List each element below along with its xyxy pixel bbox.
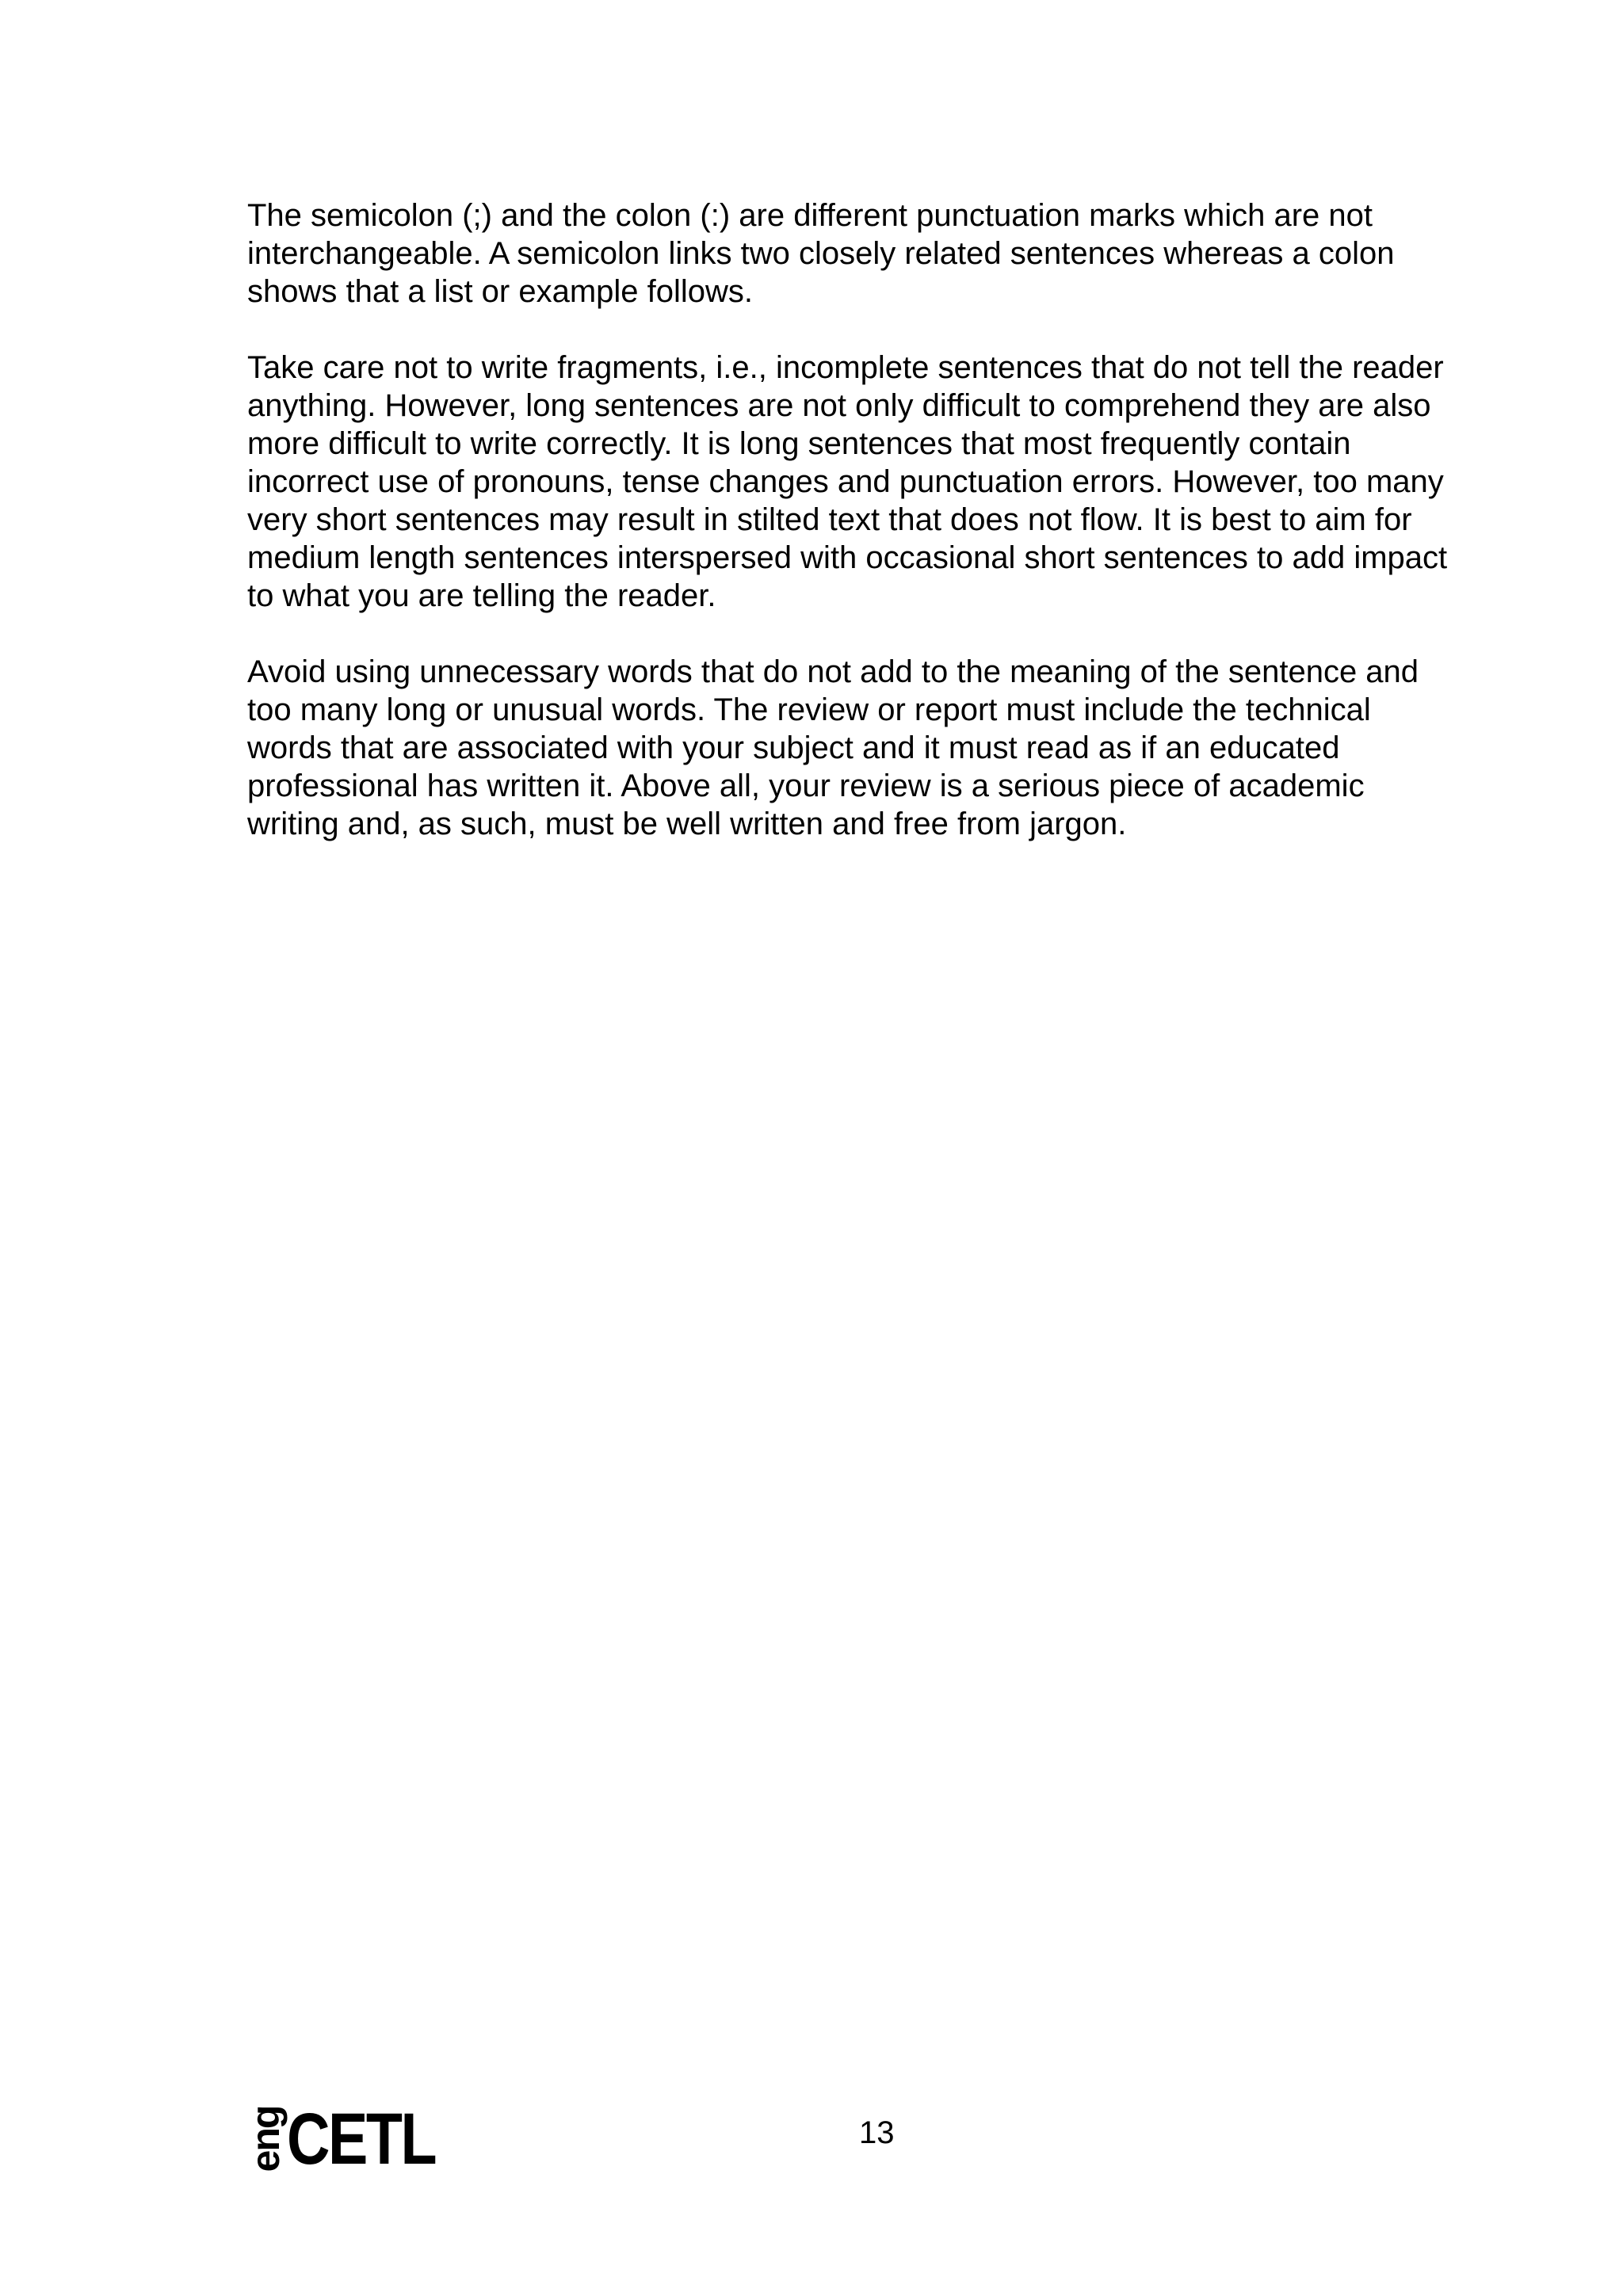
engcetl-logo — [243, 2099, 468, 2180]
logo-eng-text-wrapper — [243, 2106, 288, 2172]
paragraph-semicolon-colon: The semicolon (;) and the colon (:) are different punctuation marks which are not interchangeable. A semicolon links two closely related sentences whereas a colon shows that a list or example follows. — [247, 198, 1395, 309]
logo-eng-text: eng — [243, 2106, 288, 2172]
body-text — [247, 196, 1515, 881]
logo-cetl-text: CETL — [287, 2099, 436, 2180]
paragraph-sentence-length: Take care not to write fragments, i.e., incomplete sentences that do not tell the reader anything. However, long sentences are not only difficult to comprehend they are also more difficult to write correctly. It is long sentences that most frequently contain incorrect use of pronouns, tense changes and punctuation errors. However, too many very short sentences may result in stilted text that does not flow. It is best to aim for medium length sentences interspersed with occasional short sentences to add impact to what you are telling the reader. — [247, 350, 1448, 613]
paragraph-word-choice: Avoid using unnecessary words that do not add to the meaning of the sentence and too many long or unusual words. The review or report must include the technical words that are associated with your subject and it must read as if an educated professional has written it. Above all, your review is a serious piece of academic writing and, as such, must be well written and free from jargon. — [247, 654, 1419, 841]
page-footer — [0, 2092, 1623, 2187]
page-number: 13 — [859, 2115, 895, 2150]
